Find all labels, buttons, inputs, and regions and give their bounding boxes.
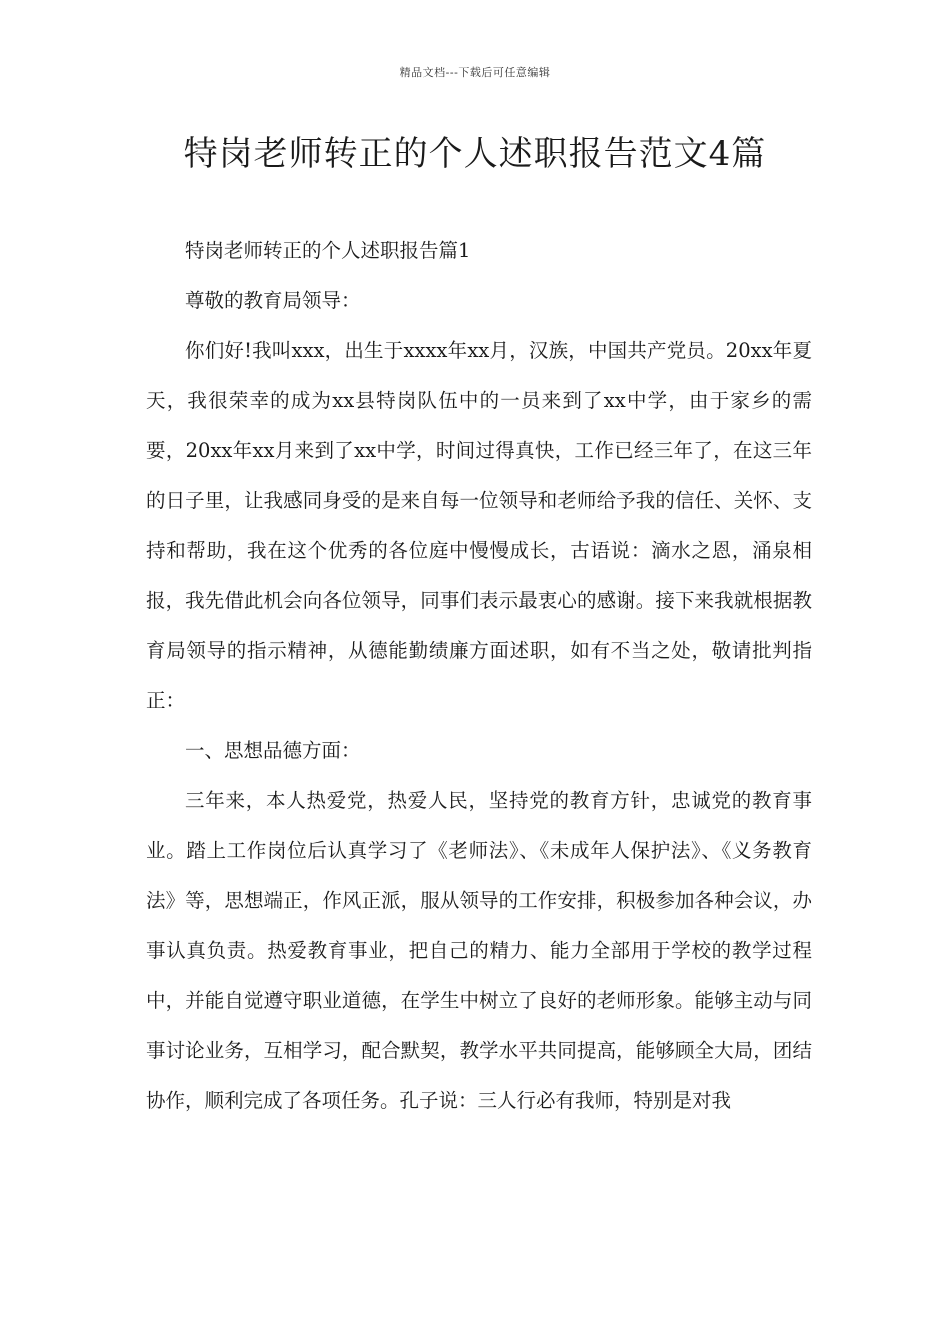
subsection-heading: 一、思想品德方面： <box>185 739 361 762</box>
header-note: 精品文档---下载后可任意编辑 <box>399 66 551 79</box>
paragraph-moral: 三年来，本人热爱党，热爱人民，坚持党的教育方针，忠诚党的教育事业。踏上工作岗位后认真学习了《老师法》、《未成年人保护法》、《义务教育法》等，思想端正，作风正派，服从领导的工作安排，积极参加各种会议，办事认真负责。热爱教育事业，把自己的精力、能力全部用于学校的教学过程中，并能自觉遵守职业道德，在学生中树立了良好的老师形象。能够主动与同事讨论业务，互相学习，配合默契，教学水平共同提高，能够顾全大局，团结协作，顺利完成了各项任务。孔子说：三人行必有我师，特别是对我 <box>146 789 812 1112</box>
document-body <box>146 226 812 1126</box>
document-title: 特岗老师转正的个人述职报告范文4篇 <box>183 134 767 174</box>
paragraph-intro: 你们好!我叫xxx，出生于xxxx年xx月，汉族，中国共产党员。20xx年夏天，我很荣幸的成为xx县特岗队伍中的一员来到了xx中学，由于家乡的需要，20xx年xx月来到了xx中学，时间过得真快，工作已经三年了，在这三年的日子里，让我感同身受的是来自每一位领导和老师给予我的信任、关怀、支持和帮助，我在这个优秀的各位庭中慢慢成长，古语说：滴水之恩，涌泉相报，我先借此机会向各位领导，同事们表示最衷心的感谢。接下来我就根据教育局领导的指示精神，从德能勤绩廉方面述职，如有不当之处，敬请批判指正： <box>146 339 812 712</box>
salutation: 尊敬的教育局领导： <box>185 289 361 312</box>
section-heading: 特岗老师转正的个人述职报告篇1 <box>185 239 471 262</box>
